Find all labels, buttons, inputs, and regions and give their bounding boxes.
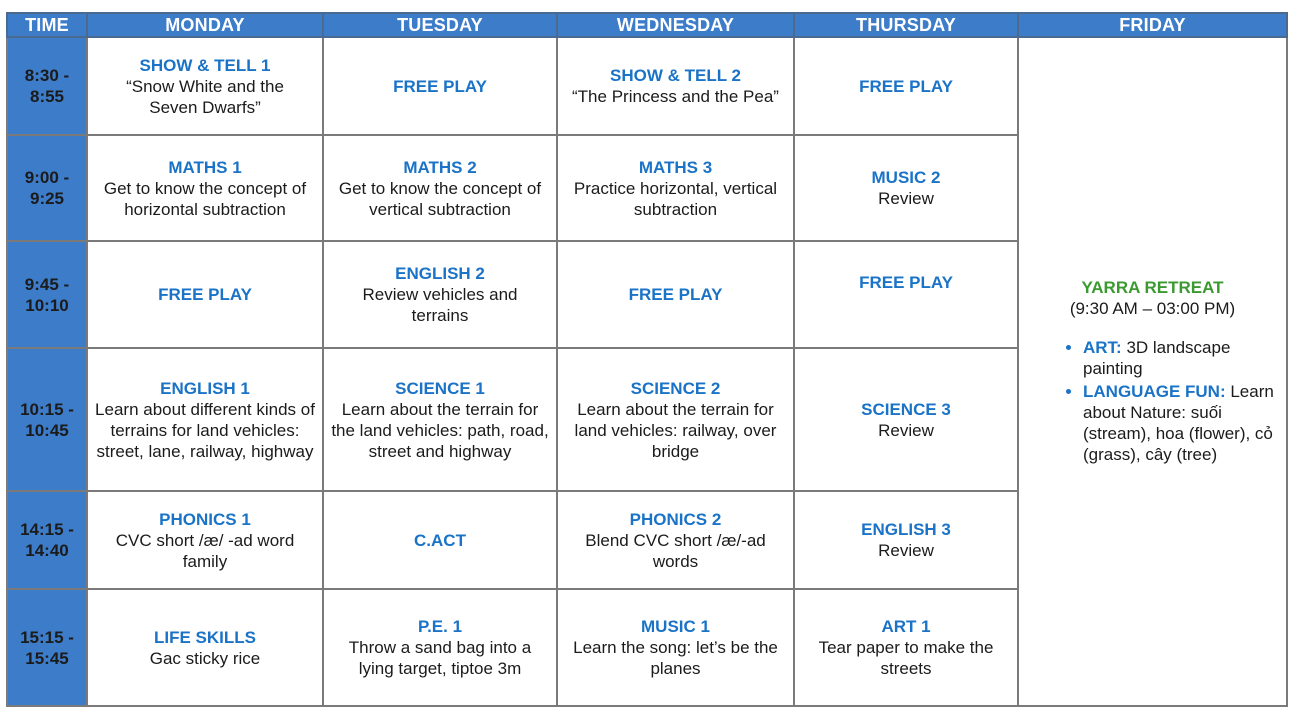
retreat-title: YARRA RETREAT <box>1081 277 1224 297</box>
activity-desc: “Snow White and the Seven Dwarfs” <box>126 76 284 117</box>
activity-title: FREE PLAY <box>859 273 953 292</box>
activity-desc: Review <box>878 189 934 208</box>
activity-desc: Learn the song: let’s be the planes <box>573 638 778 678</box>
activity-desc: Learn about different kinds of terrains for land vehicles: street, lane, railway, highway <box>95 399 315 461</box>
activity-cell <box>794 37 1018 135</box>
retreat-item-text: Learn about Nature: suối (stream), hoa (flower), cỏ (grass), cây (tree) <box>1083 381 1274 464</box>
activity-desc: Throw a sand bag into a lying target, tiptoe 3m <box>348 638 532 678</box>
activity-desc: Learn about the terrain for land vehicles: railway, over bridge <box>574 399 777 461</box>
activity-desc: Review vehicles and terrains <box>362 285 518 325</box>
activity-cell <box>794 135 1018 241</box>
activity-cell <box>323 348 557 491</box>
activity-title: MATHS 2 <box>403 157 477 177</box>
time-slot: 14:15 - 14:40 <box>7 491 87 589</box>
activity-cell <box>794 589 1018 706</box>
activity-cell <box>87 135 323 241</box>
activity-title: ENGLISH 1 <box>160 378 250 398</box>
header-time: TIME <box>7 13 87 37</box>
activity-desc: Practice horizontal, vertical subtraction <box>573 178 778 219</box>
header-thursday: THURSDAY <box>794 13 1018 37</box>
time-slot: 9:45 - 10:10 <box>7 241 87 348</box>
activity-title: MATHS 3 <box>638 157 713 177</box>
header-row <box>7 13 1287 37</box>
weekly-schedule-table <box>6 12 1288 707</box>
activity-cell <box>557 135 794 241</box>
activity-title: SCIENCE 3 <box>861 399 951 419</box>
activity-desc: Review <box>878 420 934 440</box>
activity-title: ENGLISH 3 <box>861 520 951 539</box>
activity-title: ENGLISH 2 <box>395 264 485 283</box>
activity-cell <box>557 491 794 589</box>
activity-desc: Learn about the terrain for the land vehicles: path, road, street and highway <box>331 399 549 461</box>
activity-title: SHOW & TELL 1 <box>139 55 271 75</box>
activity-title: C.ACT <box>414 530 466 550</box>
list-item <box>1083 381 1280 465</box>
activity-title: SCIENCE 2 <box>630 378 721 398</box>
activity-title: MATHS 1 <box>168 157 242 177</box>
header-wednesday: WEDNESDAY <box>557 13 794 37</box>
activity-cell <box>557 589 794 706</box>
time-slot: 9:00 - 9:25 <box>7 135 87 241</box>
activity-desc: CVC short /æ/ -ad word family <box>115 530 295 571</box>
time-slot: 15:15 - 15:45 <box>7 589 87 706</box>
activity-cell <box>794 241 1018 348</box>
time-slot: 8:30 - 8:55 <box>7 37 87 135</box>
retreat-item-text: 3D landscape painting <box>1083 337 1231 378</box>
activity-cell <box>323 37 557 135</box>
activity-title: FREE PLAY <box>628 285 723 304</box>
activity-cell <box>794 348 1018 491</box>
activity-desc: Blend CVC short /æ/-ad words <box>585 530 766 571</box>
activity-desc: Get to know the concept of vertical subtraction <box>338 178 542 219</box>
retreat-item-label: ART: <box>1083 337 1122 357</box>
activity-title: FREE PLAY <box>859 76 953 96</box>
activity-title: LIFE SKILLS <box>154 627 256 647</box>
activity-cell <box>87 37 323 135</box>
activity-cell <box>323 241 557 348</box>
list-item <box>1083 337 1280 379</box>
activity-desc: Review <box>878 541 934 560</box>
activity-cell <box>323 491 557 589</box>
activity-cell <box>323 589 557 706</box>
activity-cell <box>87 491 323 589</box>
activity-desc: Gac sticky rice <box>149 648 261 668</box>
activity-title: PHONICS 1 <box>159 509 251 529</box>
activity-cell <box>557 37 794 135</box>
retreat-time: (9:30 AM – 03:00 PM) <box>1069 298 1236 318</box>
activity-title: P.E. 1 <box>417 617 463 636</box>
header-tuesday: TUESDAY <box>323 13 557 37</box>
retreat-item-label: LANGUAGE FUN: <box>1083 381 1226 401</box>
retreat-list <box>1025 337 1280 465</box>
friday-retreat-cell <box>1018 37 1287 706</box>
activity-title: FREE PLAY <box>158 285 252 304</box>
header-monday: MONDAY <box>87 13 323 37</box>
activity-cell <box>87 348 323 491</box>
activity-title: MUSIC 1 <box>641 617 710 636</box>
activity-title: PHONICS 2 <box>629 509 722 529</box>
activity-cell <box>87 241 323 348</box>
activity-cell <box>323 135 557 241</box>
activity-title: FREE PLAY <box>393 76 487 96</box>
header-friday: FRIDAY <box>1018 13 1287 37</box>
activity-cell <box>794 491 1018 589</box>
activity-desc: Get to know the concept of horizontal subtraction <box>103 178 307 219</box>
activity-desc: Tear paper to make the streets <box>818 638 994 678</box>
activity-title: SHOW & TELL 2 <box>610 66 741 85</box>
time-slot: 10:15 - 10:45 <box>7 348 87 491</box>
activity-title: ART 1 <box>881 617 931 636</box>
activity-cell <box>87 589 323 706</box>
activity-title: MUSIC 2 <box>871 168 941 187</box>
activity-cell <box>557 348 794 491</box>
activity-title: SCIENCE 1 <box>395 378 485 398</box>
activity-cell <box>557 241 794 348</box>
activity-desc: “The Princess and the Pea” <box>572 87 779 106</box>
schedule-row <box>7 37 1287 135</box>
